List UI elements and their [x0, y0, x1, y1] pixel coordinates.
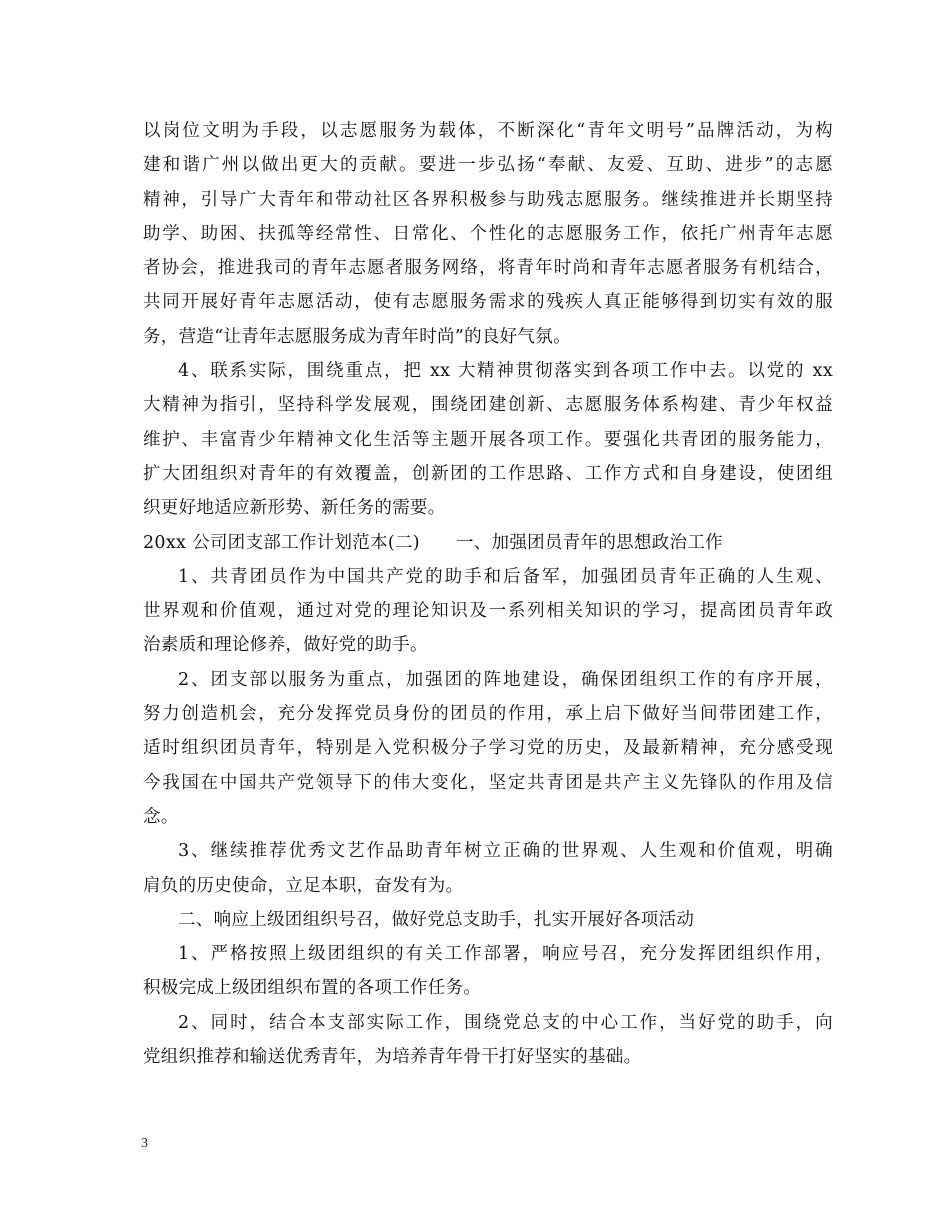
text-line: 精神，引导广大青年和带动社区各界积极参与助残志愿服务。继续推进并长期坚持 [143, 189, 833, 210]
section-heading: 二、响应上级团组织号召，做好党总支助手，扎实开展好各项活动 [178, 909, 695, 930]
text-line: 扩大团组织对青年的有效覆盖，创新团的工作思路、工作方式和自身建设，使团组 [143, 463, 833, 484]
section-heading: 一、加强团员青年的思想政治工作 [455, 532, 723, 553]
text-line: 2、团支部以服务为重点，加强团的阵地建设，确保团组织工作的有序开展， [178, 669, 833, 690]
text-line: 4、联系实际，围绕重点，把 xx 大精神贯彻落实到各项工作中去。以党的 xx [178, 361, 833, 382]
text-line: 1、严格按照上级团组织的有关工作部署，响应号召，充分发挥团组织作用， [178, 944, 833, 965]
text-line: 党组织推荐和输送优秀青年，为培养青年骨干打好坚实的基础。 [143, 1047, 642, 1068]
text-line: 今我国在中国共产党领导下的伟大变化，坚定共青团是共产主义先锋队的作用及信 [143, 772, 833, 793]
text-line: 务，营造“让青年志愿服务成为青年时尚”的良好气氛。 [143, 326, 571, 347]
section-heading-line [143, 526, 833, 560]
text-line: 努力创造机会，充分发挥党员身份的团员的作用，承上启下做好当间带团建工作， [143, 704, 833, 725]
document-body [143, 114, 833, 1074]
plan-title: 20xx 公司团支部工作计划范本(二) [143, 532, 420, 553]
text-line: 大精神为指引，坚持科学发展观，围绕团建创新、志愿服务体系构建、青少年权益 [143, 395, 833, 416]
page-number: 3 [141, 1136, 148, 1151]
text-line: 共同开展好青年志愿活动，使有志愿服务需求的残疾人真正能够得到切实有效的服 [143, 292, 833, 313]
text-line: 3、继续推荐优秀文艺作品助青年树立正确的世界观、人生观和价值观，明确 [178, 841, 833, 862]
text-line: 以岗位文明为手段，以志愿服务为载体，不断深化“青年文明号”品牌活动，为构 [143, 121, 833, 141]
text-line: 者协会，推进我司的青年志愿者服务网络，将青年时尚和青年志愿者服务有机结合， [143, 258, 833, 279]
text-line: 维护、丰富青少年精神文化生活等主题开展各项工作。要强化共青团的服务能力， [143, 429, 833, 450]
text-line: 适时组织团员青年，特别是入党积极分子学习党的历史，及最新精神，充分感受现 [143, 738, 833, 759]
text-line: 2、同时，结合本支部实际工作，围绕党总支的中心工作，当好党的助手，向 [178, 1012, 833, 1033]
text-line: 肩负的历史使命，立足本职，奋发有为。 [143, 875, 464, 896]
text-line: 念。 [143, 806, 179, 827]
text-line: 建和谐广州以做出更大的贡献。要进一步弘扬“奉献、友爱、互助、进步”的志愿 [143, 155, 833, 176]
text-line: 1、共青团员作为中国共产党的助手和后备军，加强团员青年正确的人生观、 [178, 566, 833, 587]
text-line: 织更好地适应新形势、新任务的需要。 [143, 498, 446, 519]
text-line: 积极完成上级团组织布置的各项工作任务。 [143, 978, 482, 999]
text-line: 治素质和理论修养，做好党的助手。 [143, 635, 428, 656]
text-line: 助学、助困、扶孤等经常性、日常化、个性化的志愿服务工作，依托广州青年志愿 [143, 223, 833, 244]
text-line: 世界观和价值观，通过对党的理论知识及一系列相关知识的学习，提高团员青年政 [143, 601, 833, 622]
